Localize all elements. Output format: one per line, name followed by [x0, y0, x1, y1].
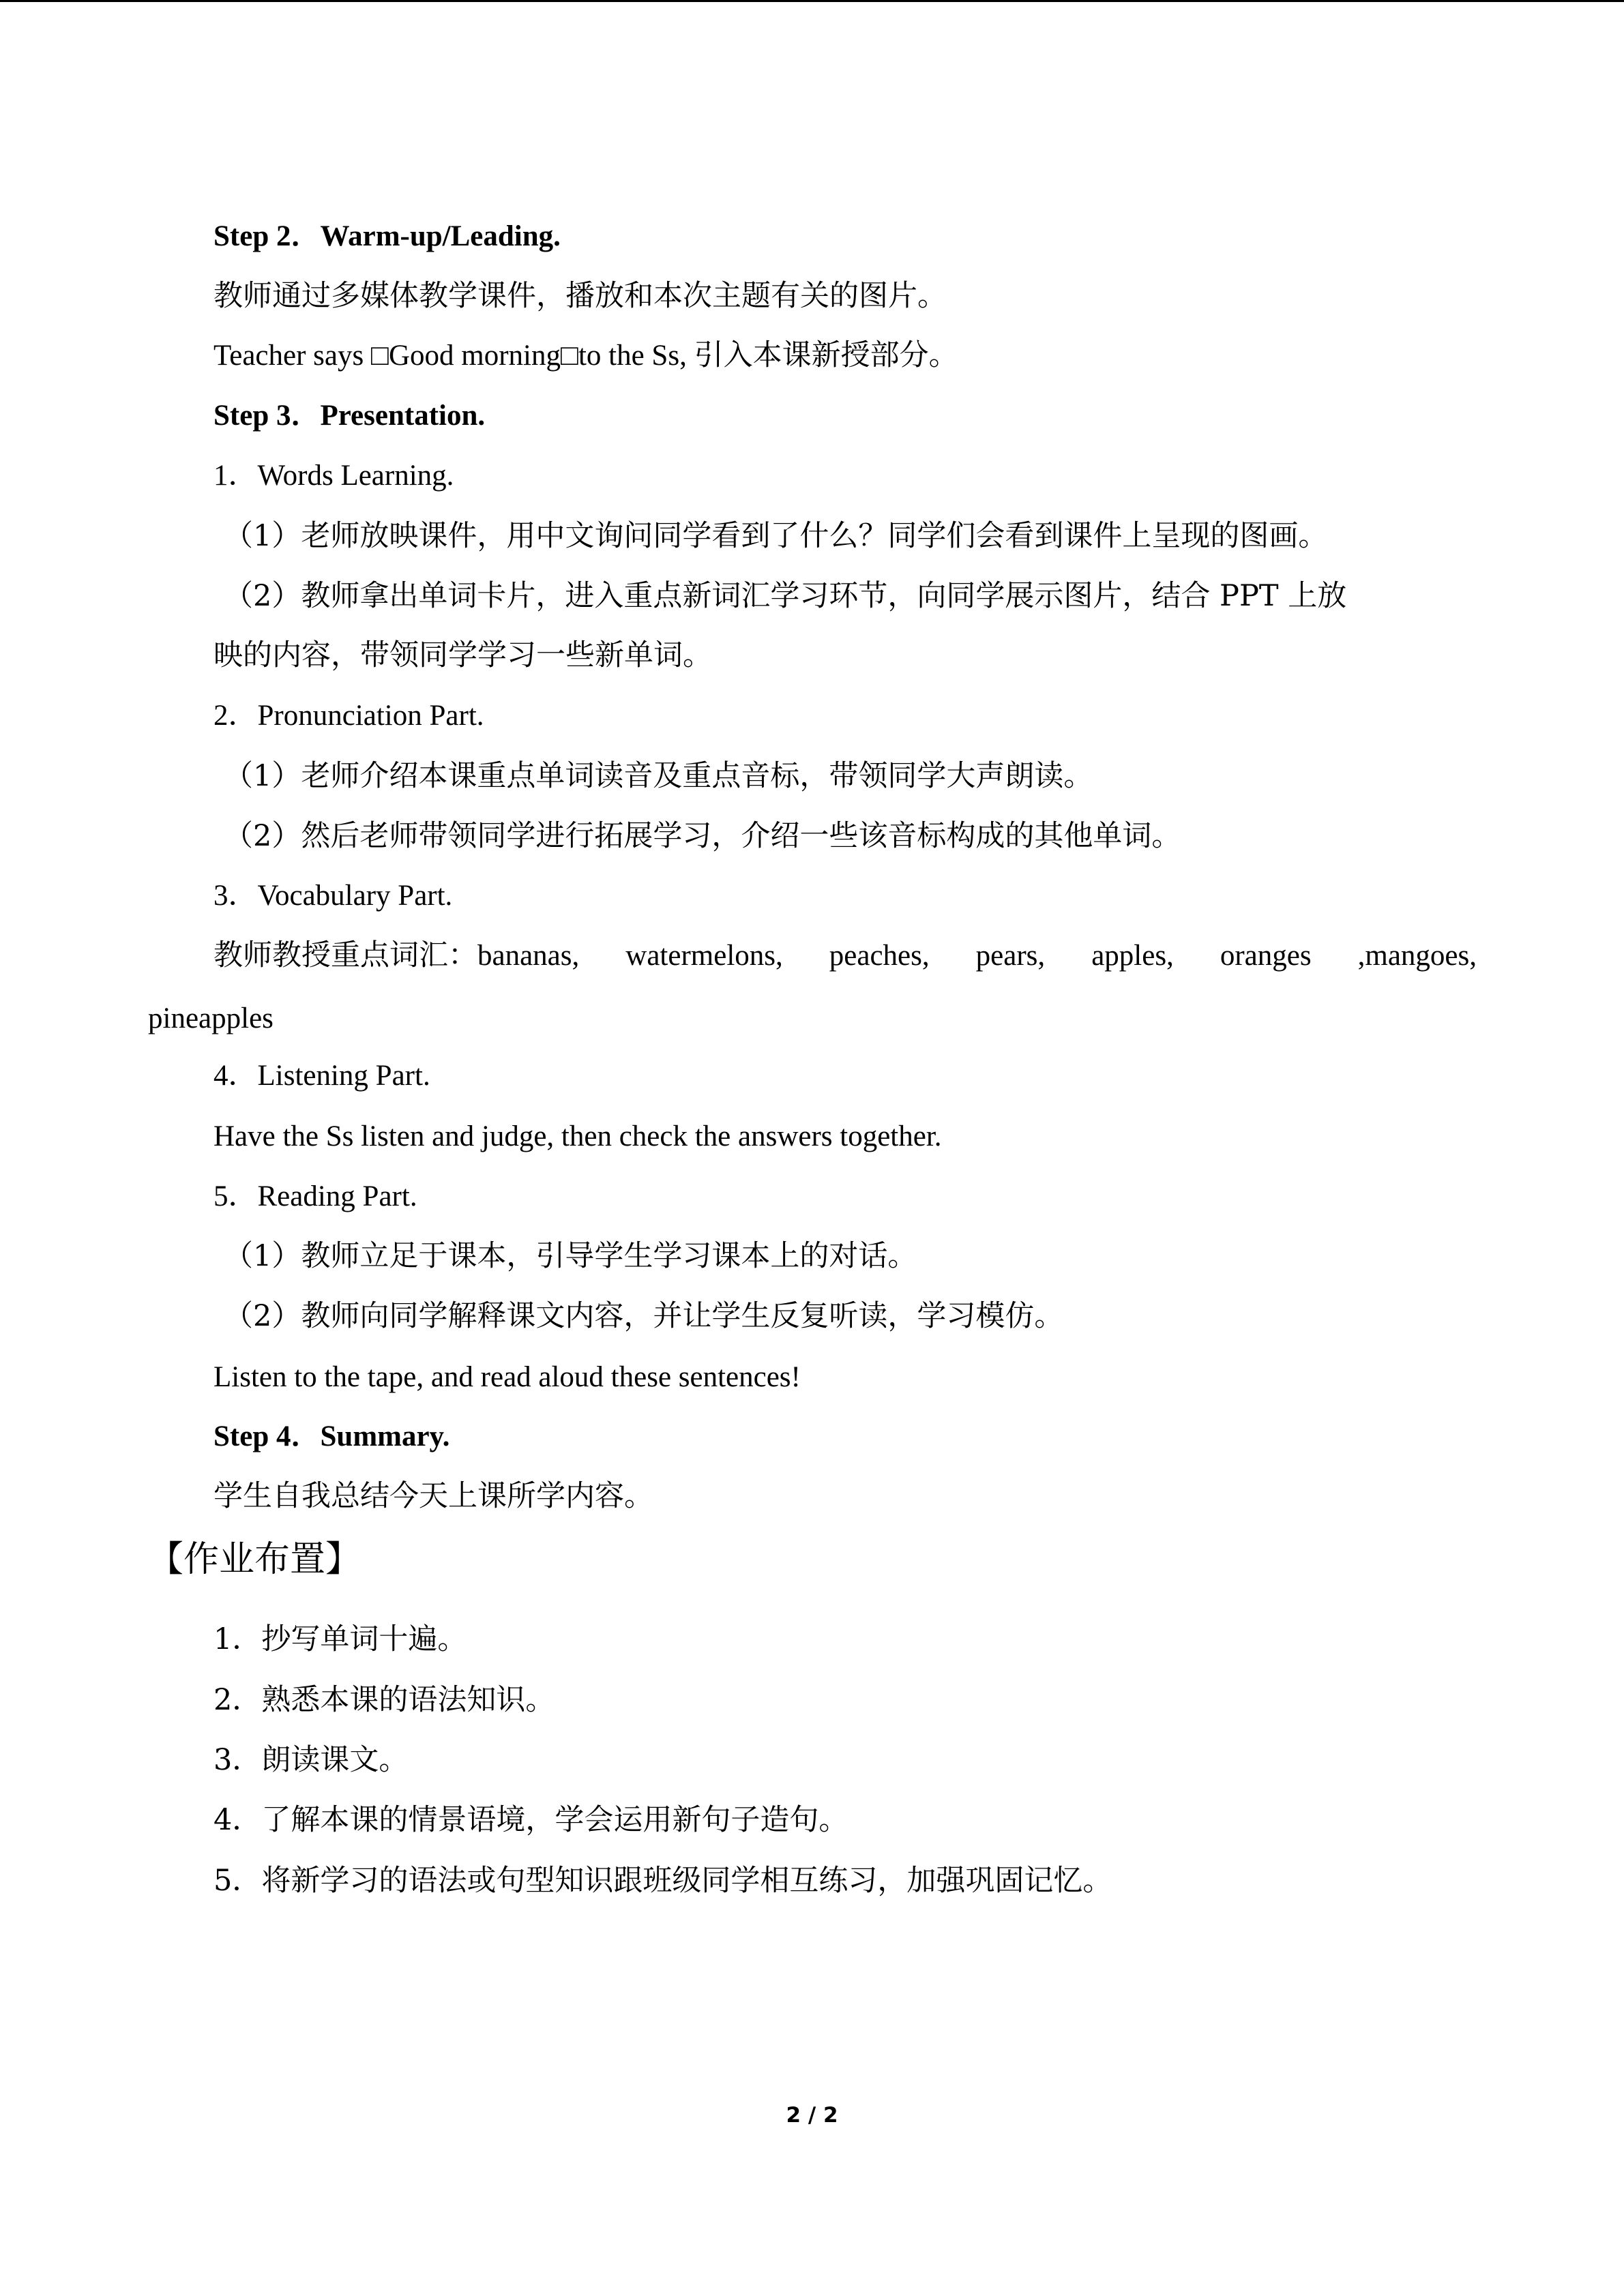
paragraph-line: Teacher says □Good morning□to the Ss, 引入本课新授部分。 — [213, 340, 958, 372]
paragraph-line: （1）老师放映课件，用中文询问同学看到了什么？同学们会看到课件上呈现的图画。 — [224, 519, 1328, 553]
vocab-word: apples, — [1091, 940, 1174, 972]
sub-heading: 1．Words Learning. — [213, 460, 454, 492]
page-top-border — [0, 0, 1624, 2]
homework-item: 1．抄写单词十遍。 — [213, 1622, 467, 1656]
step-4-heading: Step 4．Summary. — [213, 1420, 450, 1452]
sub-heading: 5．Reading Part. — [213, 1180, 417, 1212]
page-number: 2 / 2 — [786, 2103, 838, 2128]
vocab-word: oranges — [1220, 940, 1312, 972]
sub-heading: 3．Vocabulary Part. — [213, 880, 453, 912]
paragraph-line: Have the Ss listen and judge, then check the answers together. — [213, 1120, 942, 1152]
sub-heading: 2．Pronunciation Part. — [213, 700, 484, 732]
paragraph-line: （2）然后老师带领同学进行拓展学习，介绍一些该音标构成的其他单词。 — [224, 819, 1181, 853]
paragraph-line: 映的内容，带领同学学习一些新单词。 — [213, 638, 712, 672]
paragraph-line: （1）老师介绍本课重点单词读音及重点音标，带领同学大声朗读。 — [224, 759, 1093, 793]
paragraph-line: （1）教师立足于课本，引导学生学习课本上的对话。 — [224, 1239, 917, 1273]
vocab-word: watermelons, — [625, 940, 783, 972]
vocabulary-line-continuation: pineapples — [148, 1002, 274, 1034]
vocab-word: ,mangoes, — [1357, 940, 1477, 972]
paragraph-line: 学生自我总结今天上课所学内容。 — [213, 1479, 653, 1513]
paragraph-line: （2）教师向同学解释课文内容，并让学生反复听读，学习模仿。 — [224, 1299, 1064, 1333]
step-3-heading: Step 3．Presentation. — [213, 400, 486, 432]
vocab-word: 教师教授重点词汇：bananas, — [213, 940, 580, 972]
sub-heading: 4．Listening Part. — [213, 1060, 430, 1092]
paragraph-line: 教师通过多媒体教学课件，播放和本次主题有关的图片。 — [213, 279, 947, 313]
homework-item: 3．朗读课文。 — [213, 1743, 409, 1777]
vocabulary-line — [213, 936, 1477, 976]
step-2-heading: Step 2．Warm-up/Leading. — [213, 220, 561, 252]
homework-heading: 【作业布置】 — [148, 1539, 361, 1580]
homework-item: 4．了解本课的情景语境，学会运用新句子造句。 — [213, 1803, 848, 1837]
paragraph-line: Listen to the tape, and read aloud these sentences! — [213, 1361, 801, 1393]
homework-item: 2．熟悉本课的语法知识。 — [213, 1683, 555, 1717]
homework-item: 5．将新学习的语法或句型知识跟班级同学相互练习，加强巩固记忆。 — [213, 1864, 1112, 1898]
vocab-word: peaches, — [829, 940, 930, 972]
paragraph-line: （2）教师拿出单词卡片，进入重点新词汇学习环节，向同学展示图片，结合 PPT 上放 — [224, 579, 1347, 613]
vocab-word: pears, — [975, 940, 1046, 972]
